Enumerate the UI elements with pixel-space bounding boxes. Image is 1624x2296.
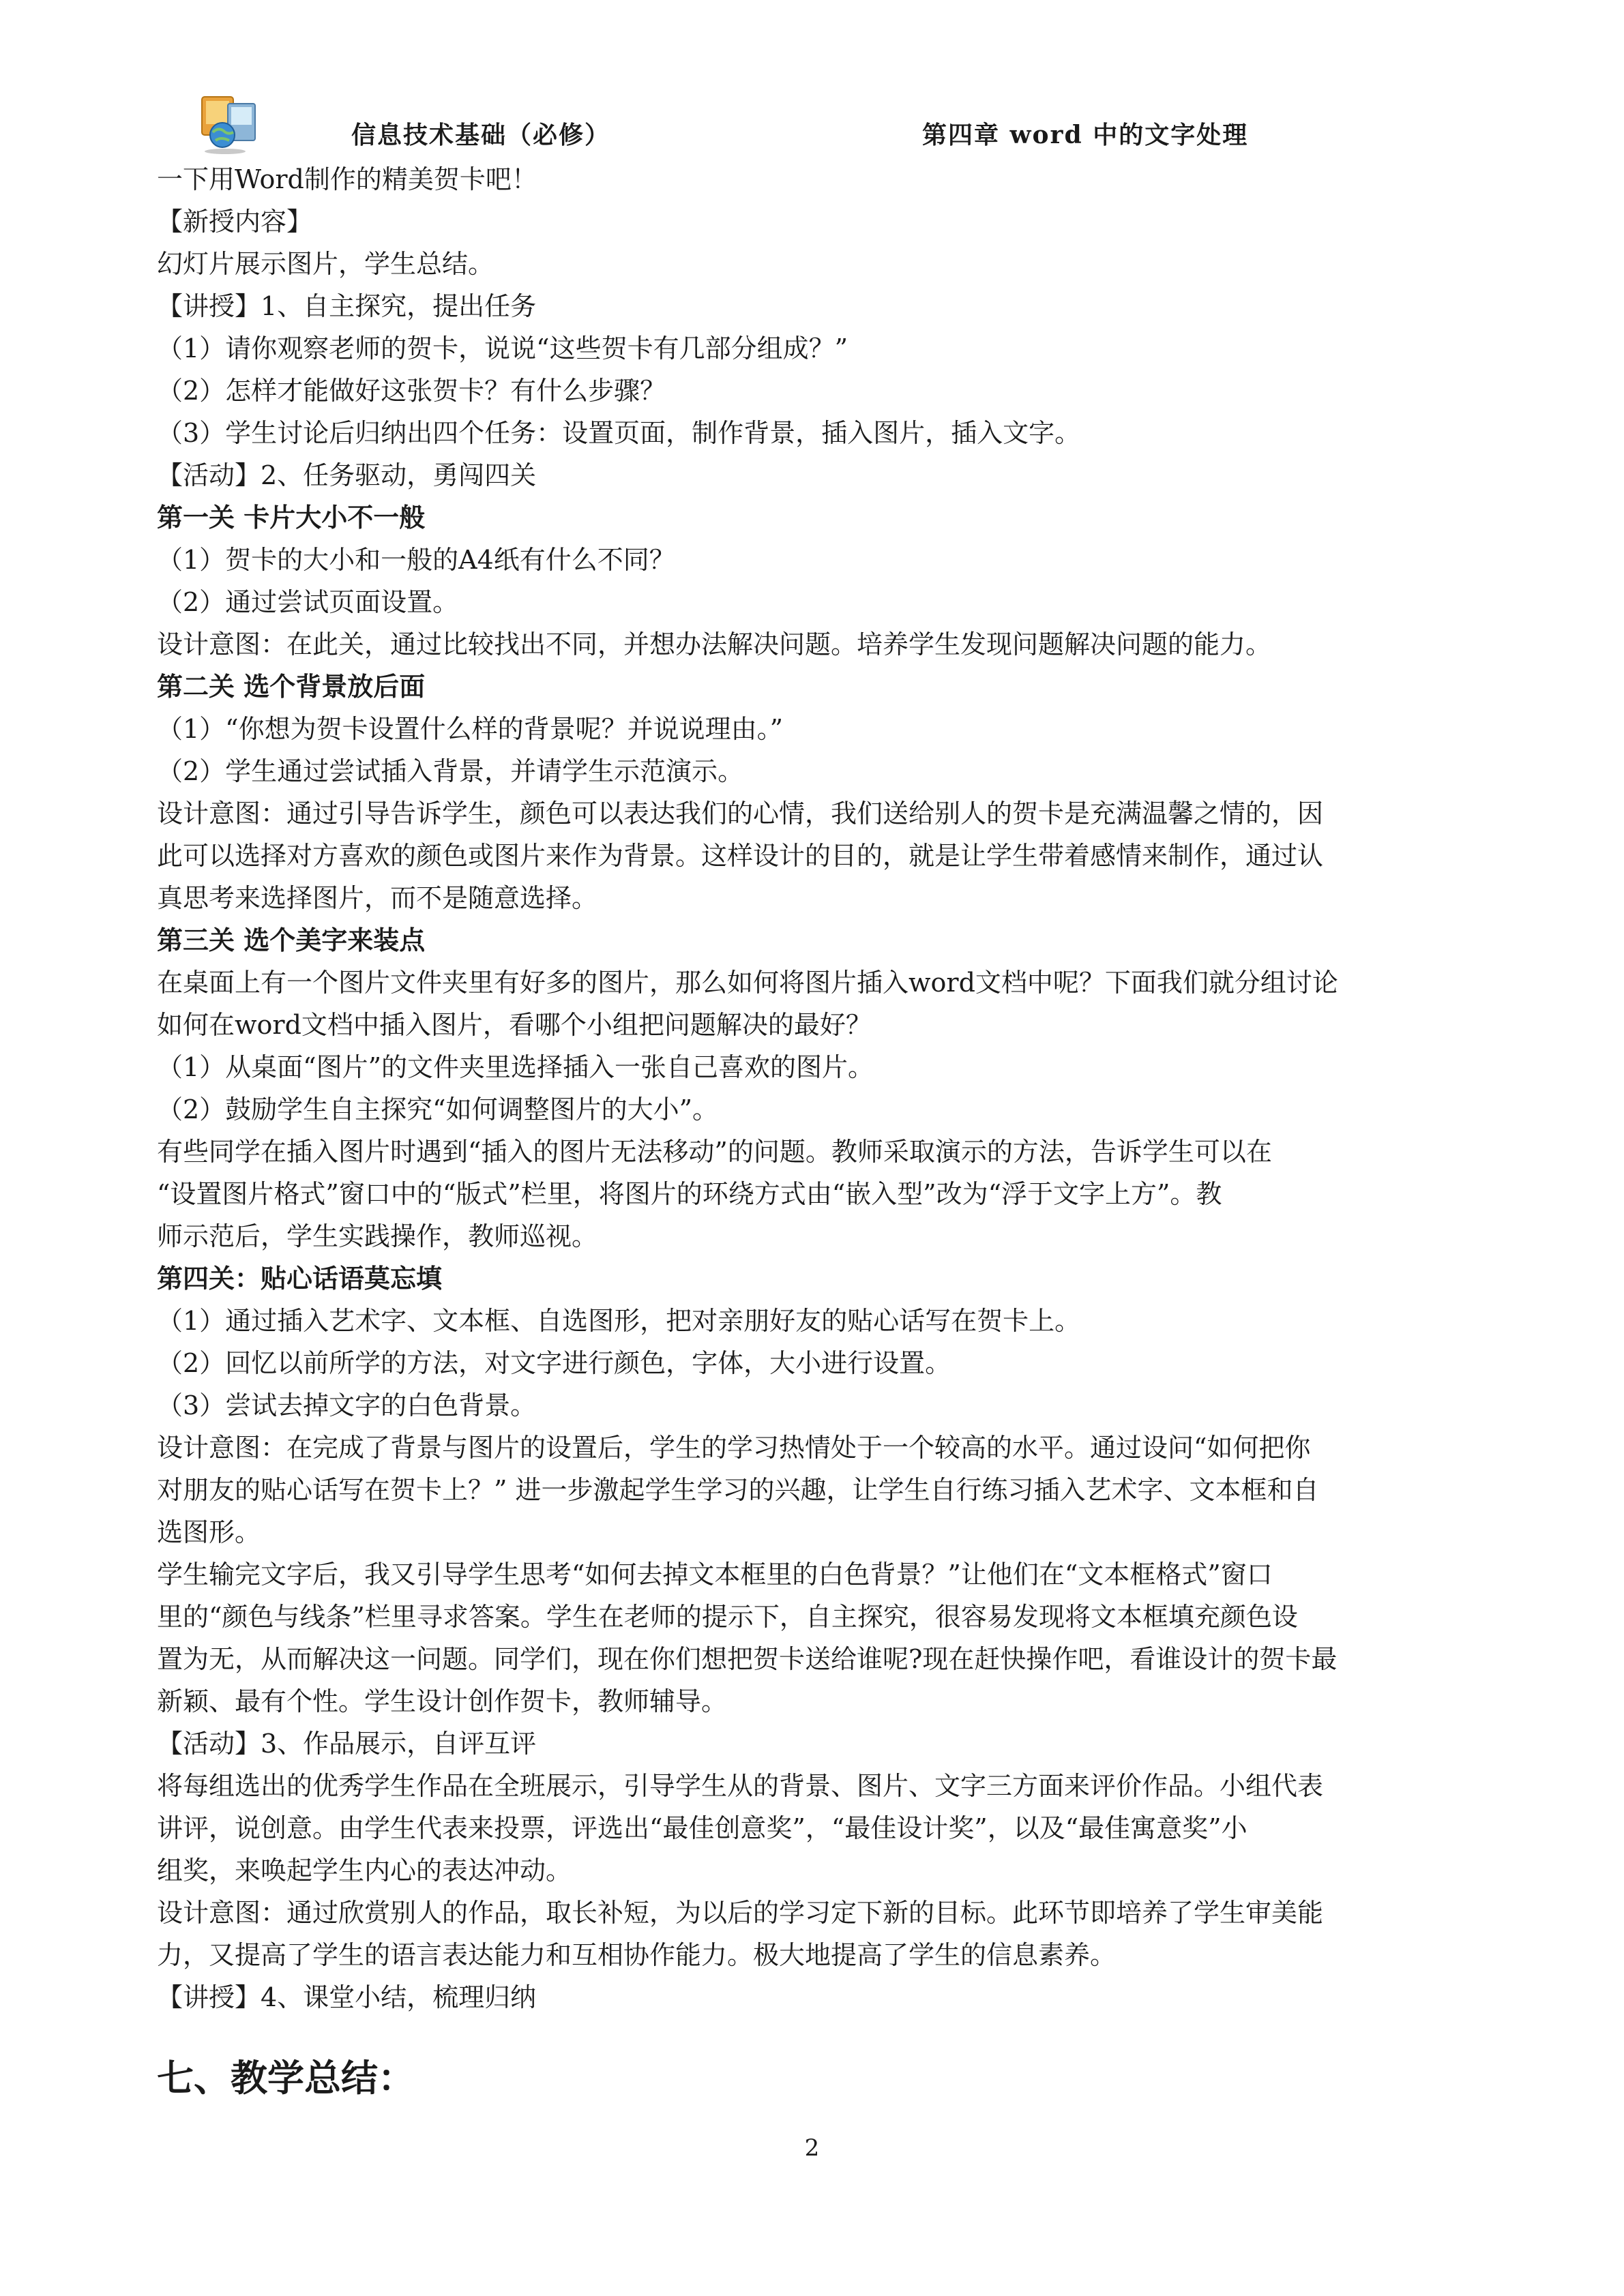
text-line: （1）“你想为贺卡设置什么样的背景呢？并说说理由。” [157, 714, 784, 744]
page-header [0, 0, 1624, 177]
text-line: 将每组选出的优秀学生作品在全班展示，引导学生从的背景、图片、文字三方面来评价作品。小组代表 [157, 1771, 1324, 1801]
text-line: 讲评，说创意。由学生代表来投票，评选出“最佳创意奖”，“最佳设计奖”，以及“最佳寓意奖”小 [157, 1813, 1247, 1843]
text-line: （1）通过插入艺术字、文本框、自选图形，把对亲朋好友的贴心话写在贺卡上。 [157, 1306, 1081, 1336]
text-line: （2）通过尝试页面设置。 [157, 587, 459, 617]
text-line: 【活动】2、任务驱动，勇闯四关 [157, 460, 537, 490]
text-line: 【活动】3、作品展示，自评互评 [157, 1729, 537, 1759]
text-line: 幻灯片展示图片，学生总结。 [157, 249, 494, 279]
text-line: 力，又提高了学生的语言表达能力和互相协作能力。极大地提高了学生的信息素养。 [157, 1940, 1117, 1970]
text-line: 有些同学在插入图片时遇到“插入的图片无法移动”的问题。教师采取演示的方法，告诉学生可以在 [157, 1137, 1272, 1167]
text-line: 选图形。 [157, 1517, 261, 1547]
text-line: 设计意图：通过欣赏别人的作品，取长补短，为以后的学习定下新的目标。此环节即培养了学生审美能 [157, 1898, 1324, 1928]
text-line: （2）鼓励学生自主探究“如何调整图片的大小”。 [157, 1094, 719, 1124]
text-line: 置为无，从而解决这一问题。同学们，现在你们想把贺卡送给谁呢?现在赶快操作吧，看谁设计的贺卡最 [157, 1644, 1338, 1674]
text-line: 【讲授】4、课堂小结，梳理归纳 [157, 1982, 537, 2012]
text-line: 一下用Word制作的精美贺卡吧！ [157, 164, 537, 194]
subheading-level-1: 第一关 卡片大小不一般 [157, 502, 426, 533]
text-line: 真思考来选择图片，而不是随意选择。 [157, 883, 598, 913]
text-line: 对朋友的贴心话写在贺卡上？” 进一步激起学生学习的兴趣，让学生自行练习插入艺术字、文本框和自 [157, 1475, 1319, 1505]
text-line: （1）贺卡的大小和一般的A4纸有什么不同？ [157, 545, 675, 575]
text-line: 设计意图：通过引导告诉学生，颜色可以表达我们的心情，我们送给别人的贺卡是充满温馨之情的，因 [157, 799, 1324, 829]
text-line: （3）尝试去掉文字的白色背景。 [157, 1390, 537, 1420]
text-line: （2）回忆以前所学的方法，对文字进行颜色，字体，大小进行设置。 [157, 1348, 951, 1378]
computer-logo-icon [198, 94, 261, 155]
text-line: 【讲授】1、自主探究，提出任务 [157, 291, 537, 321]
header-course-title: 信息技术基础（必修） [351, 121, 611, 149]
text-line: （3）学生讨论后归纳出四个任务：设置页面，制作背景，插入图片，插入文字。 [157, 418, 1081, 448]
text-line: （1）请你观察老师的贺卡，说说“这些贺卡有几部分组成？” [157, 333, 848, 363]
text-line: （2）怎样才能做好这张贺卡？有什么步骤？ [157, 376, 666, 406]
text-line: 此可以选择对方喜欢的颜色或图片来作为背景。这样设计的目的，就是让学生带着感情来制作，通过认 [157, 841, 1324, 871]
text-line: 新颖、最有个性。学生设计创作贺卡，教师辅导。 [157, 1686, 728, 1716]
subheading-level-2: 第二关 选个背景放后面 [157, 671, 426, 702]
text-line: 师示范后，学生实践操作，教师巡视。 [157, 1221, 598, 1251]
text-line: “设置图片格式”窗口中的“版式”栏里，将图片的环绕方式由“嵌入型”改为“浮于文字上方”。教 [157, 1179, 1222, 1209]
body-text [157, 158, 1473, 2018]
text-line: 里的“颜色与线条”栏里寻求答案。学生在老师的提示下，自主探究，很容易发现将文本框填充颜色设 [157, 1602, 1298, 1632]
text-line: 如何在word文档中插入图片，看哪个小组把问题解决的最好？ [157, 1010, 872, 1040]
text-line: （1）从桌面“图片”的文件夹里选择插入一张自己喜欢的图片。 [157, 1052, 874, 1082]
text-line: 设计意图：在完成了背景与图片的设置后，学生的学习热情处于一个较高的水平。通过设问“如何把你 [157, 1433, 1311, 1463]
text-line: （2）学生通过尝试插入背景，并请学生示范演示。 [157, 756, 744, 786]
section-heading: 七、教学总结： [157, 2057, 415, 2100]
page-number: 2 [804, 2134, 820, 2162]
text-line: 组奖，来唤起学生内心的表达冲动。 [157, 1855, 572, 1885]
subheading-level-4: 第四关：贴心话语莫忘填 [157, 1263, 443, 1294]
text-line: 在桌面上有一个图片文件夹里有好多的图片，那么如何将图片插入word文档中呢？下面我们就分组讨论 [157, 968, 1338, 998]
header-chapter-title: 第四章 word 中的文字处理 [922, 121, 1249, 149]
text-line: 【新授内容】 [157, 207, 313, 237]
subheading-level-3: 第三关 选个美字来装点 [157, 925, 426, 955]
text-line: 设计意图：在此关，通过比较找出不同，并想办法解决问题。培养学生发现问题解决问题的能力。 [157, 629, 1272, 659]
text-line: 学生输完文字后，我又引导学生思考“如何去掉文本框里的白色背景？”让他们在“文本框格式”窗口 [157, 1560, 1273, 1590]
